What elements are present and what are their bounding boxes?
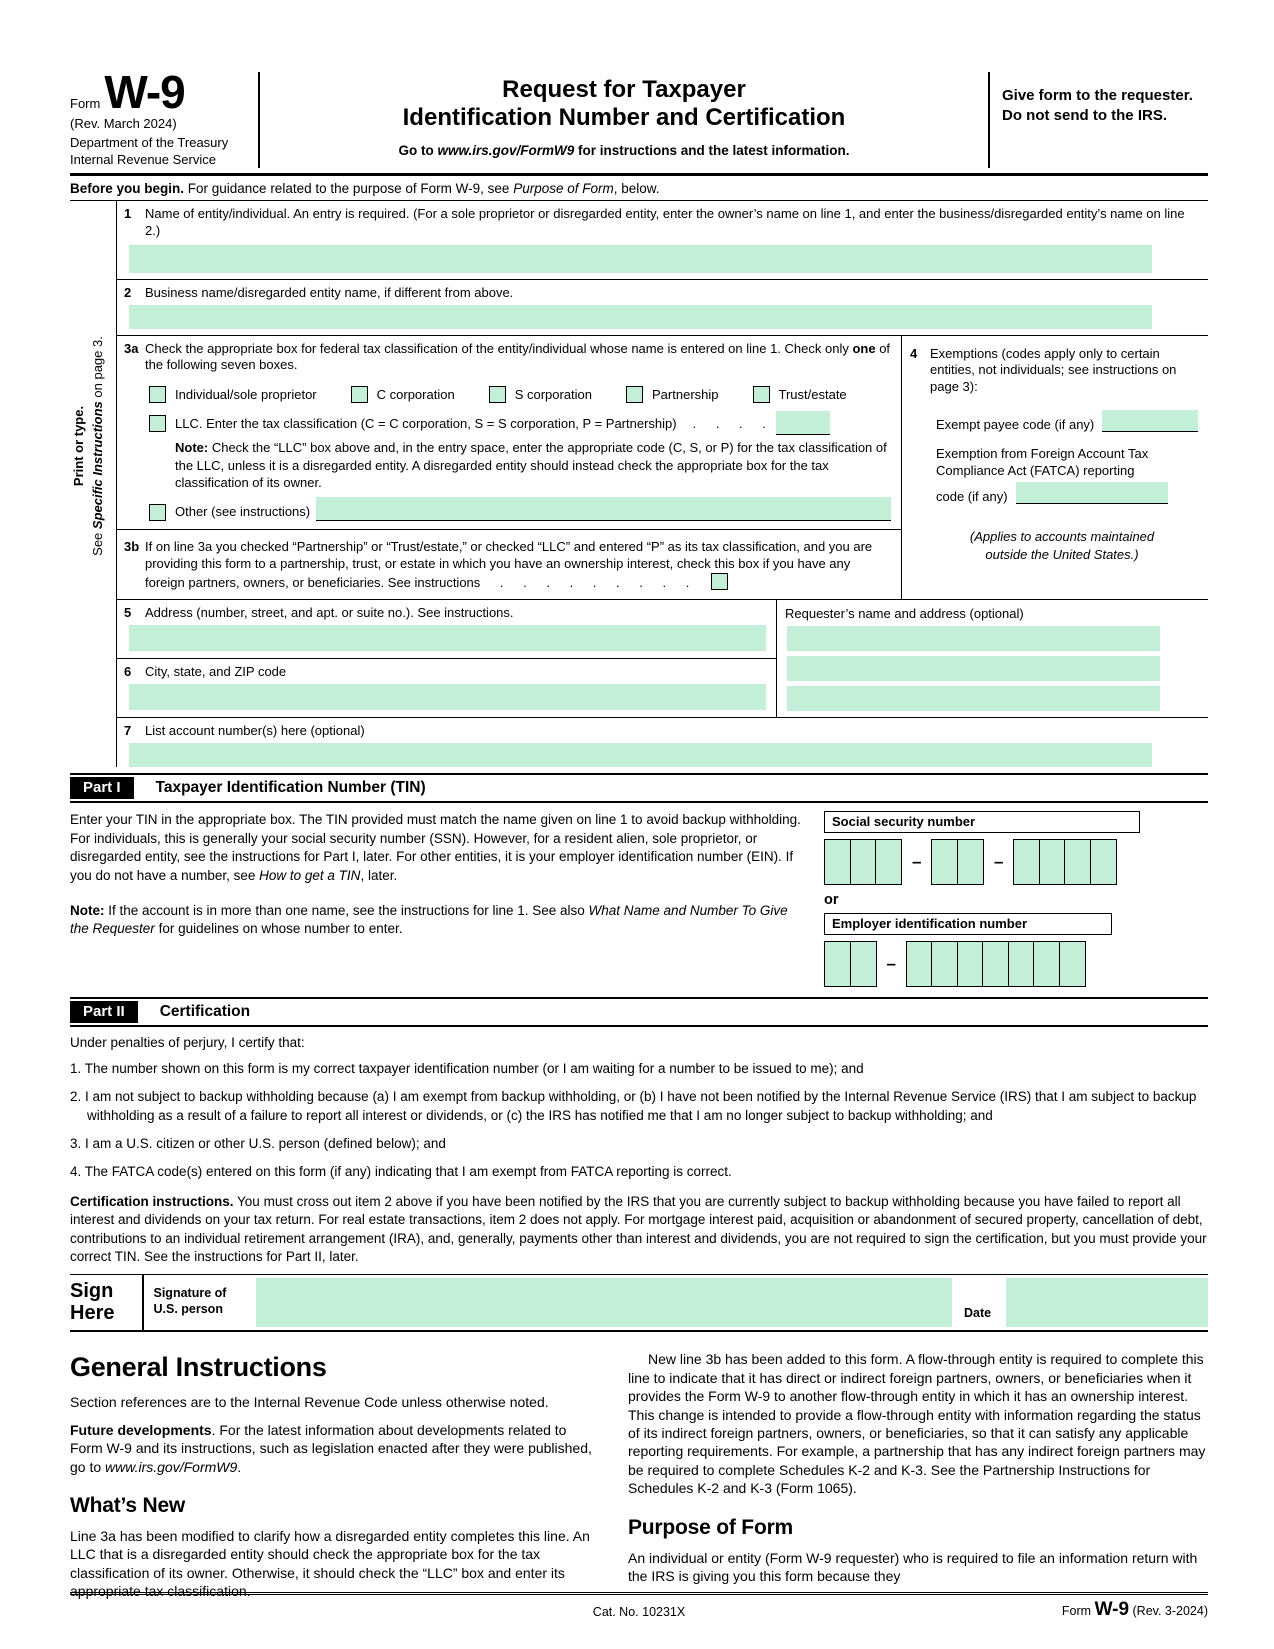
ein-dash: –: [886, 954, 896, 974]
department-line1: Department of the Treasury: [70, 135, 229, 151]
llc-note: [175, 439, 887, 490]
line7-number: 7: [124, 723, 132, 739]
footer-revision: (Rev. 3-2024): [1132, 1604, 1208, 1618]
form-body: [70, 201, 1208, 767]
catalog-number: Cat. No. 10231X: [592, 1605, 686, 1619]
line3b-dot-leader: . . . . . . . . .: [499, 574, 690, 590]
line5-label: Address (number, street, and apt. or suite no.). See instructions.: [145, 605, 514, 621]
line2-row: [117, 279, 1208, 329]
checkbox-trust-estate[interactable]: [753, 386, 770, 403]
ssn-group-1: [826, 839, 903, 885]
input-requester-line3[interactable]: [787, 686, 1160, 711]
footer-form-id: [1062, 1599, 1208, 1621]
part1-p1b: , later.: [360, 868, 398, 884]
goto-post: for instructions and the latest information.: [574, 143, 850, 159]
future-developments-t1: . For the latest information about developments related to Form W-9 and its instructions, such as legislation enacted after they were published, go to: [70, 1421, 592, 1475]
checkbox-item-s-corp: [489, 386, 592, 403]
whats-new-paragraph: Line 3a has been modified to clarify how a disregarded entity completes this line. An LLC that is a disregarded entity should check the appropriate box for the tax classification of its owner. Otherwise, it should check the “LLC” box and enter its appropriate tax classification.: [70, 1528, 590, 1600]
form-header: [70, 66, 1208, 176]
instructions-right-column: [628, 1348, 1208, 1601]
part1-p1a: Enter your TIN in the appropriate box. The TIN provided must match the name given on line 1 to avoid backup withholding. For individuals, this is generally your social security number (SSN). However, for a resident alien, sole proprietor, or disregarded entity, see the instructions for Part I, later. For other entities, it is your employer identification number (EIN). If you do not have a number, see: [70, 812, 801, 884]
general-instructions-heading: General Instructions: [70, 1352, 327, 1383]
before-you-begin: [70, 176, 1208, 201]
line1-row: [117, 201, 1208, 273]
ssn-cell[interactable]: [850, 839, 877, 885]
ssn-cell[interactable]: [875, 839, 902, 885]
line1-number: 1: [124, 205, 132, 221]
line6-number: 6: [124, 664, 132, 680]
line6-label: City, state, and ZIP code: [145, 664, 287, 680]
address-column: [117, 600, 777, 717]
signature-of-line1: Signature of: [153, 1286, 227, 1301]
line3b-label: [143, 534, 891, 592]
line3b-section: [117, 529, 901, 600]
ein-cell[interactable]: [931, 941, 958, 987]
ein-cell[interactable]: [850, 941, 877, 987]
line3b-number: 3b: [124, 538, 140, 554]
certification-item-1: 1. The number shown on this form is my correct taxpayer identification number (or I am waiting for a number to be issued to me); and: [70, 1061, 864, 1077]
checkbox-individual-label: Individual/sole proprietor: [175, 387, 317, 403]
line4-column: [902, 336, 1208, 600]
part1-note-t2: for guidelines on whose number to enter.: [154, 921, 403, 937]
before-bold: Before you begin.: [70, 180, 185, 196]
future-developments-url[interactable]: www.irs.gov/FormW9: [105, 1458, 238, 1475]
goto-line: [270, 143, 978, 158]
here-word: Here: [70, 1302, 115, 1325]
part1-note-italic: What Name and Number To Give the Requester: [70, 902, 788, 937]
line5-number: 5: [124, 605, 132, 621]
side-l2c: on page 3.: [89, 336, 105, 402]
instructions-region: [70, 1348, 1208, 1601]
ein-cell[interactable]: [1008, 941, 1035, 987]
see-instructions-label: [89, 201, 108, 691]
checkbox-c-corp-label: C corporation: [376, 387, 455, 403]
input-address[interactable]: [129, 625, 766, 651]
checkbox-item-partnership: [626, 386, 718, 403]
line7-label: List account number(s) here (optional): [145, 723, 365, 739]
department-line2: Internal Revenue Service: [70, 151, 216, 167]
checkbox-other[interactable]: [149, 504, 166, 521]
checkbox-individual[interactable]: [149, 386, 166, 403]
ssn-cell[interactable]: [824, 839, 851, 885]
input-llc-classification-code[interactable]: [776, 411, 830, 435]
checkbox-item-trust-estate: [753, 386, 847, 403]
input-name-line1[interactable]: [129, 245, 1152, 273]
footer-w9: W-9: [1094, 1599, 1130, 1620]
part2-content: [70, 1035, 1208, 1266]
checkbox-trust-estate-label: Trust/estate: [778, 387, 847, 403]
future-developments-paragraph: [70, 1421, 592, 1476]
form-title-block: [260, 72, 988, 168]
form-title-line2: Identification Number and Certification: [402, 103, 846, 131]
line3a-number: 3a: [124, 340, 139, 356]
line5-row: [117, 600, 776, 651]
line2-number: 2: [124, 284, 132, 300]
checkbox-item-individual: [149, 386, 317, 403]
line3a-label: [143, 336, 901, 375]
line3-4-region: [117, 335, 1208, 600]
page-footer: [70, 1592, 1208, 1620]
ssn-cell[interactable]: [1090, 839, 1117, 885]
goto-pre: Go to: [398, 143, 438, 159]
ssn-dash-2: –: [993, 852, 1004, 872]
purpose-of-form-heading: Purpose of Form: [628, 1515, 794, 1539]
line5-6-region: [117, 599, 1208, 717]
input-account-numbers[interactable]: [129, 743, 1152, 767]
line3b-text: If on line 3a you checked “Partnership” or “Trust/estate,” or checked “LLC” and entered “P” as its tax classification, and you are providing this form to a partnership, trust, or estate in which you have an ownership interest, check this box if you have any foreign partners, owners, or beneficiaries. See instructions: [145, 538, 873, 590]
date-label: Date: [964, 1306, 992, 1321]
line1-label: Name of entity/individual. An entry is required. (For a sole proprietor or disregarded entity, enter the owner’s name on line 1, and enter the business/disregarded entity’s name on line 2.): [145, 205, 1185, 238]
cert-instructions-text: You must cross out item 2 above if you have been notified by the IRS that you are currently subject to backup withholding because you have failed to report all interest and dividends on your tax return. For real estate transactions, item 2 does not apply. For mortgage interest paid, acquisition or abandonment of secured property, cancellation of debt, contributions to an individual retirement arrangement (IRA), and, generally, payments other than interest and dividends, you are not required to sign the certification, but you must provide your correct TIN. See the instructions for Part II, later.: [70, 1194, 1207, 1264]
future-developments-t2: .: [237, 1458, 242, 1475]
line6-row: [117, 658, 776, 710]
ssn-cell[interactable]: [1013, 839, 1040, 885]
ein-label: Employer identification number: [824, 913, 1112, 935]
checkbox-partnership[interactable]: [626, 386, 643, 403]
certification-item-2: 2. I am not subject to backup withholding because (a) I am exempt from backup withholding, or (b) I have not been notified by the Internal Revenue Service (IRS) that I am subject to backup withholding as a result of a failure to report all interest or dividends, or (c) the IRS has notified me that I am no longer subject to backup withholding; and: [70, 1089, 1197, 1123]
signature-of-label: [144, 1275, 256, 1330]
fatca-label-line2: code (if any): [936, 489, 1008, 505]
applies-note-line2: outside the United States.): [985, 546, 1139, 562]
input-requester-line1[interactable]: [787, 626, 1160, 651]
print-or-type-label: Print or type.: [71, 405, 86, 486]
part1-note: [70, 902, 808, 939]
line3a-t2: of the following seven boxes.: [145, 340, 891, 373]
ein-cell[interactable]: [1059, 941, 1086, 987]
ein-cell[interactable]: [1033, 941, 1060, 987]
applies-note: [932, 528, 1192, 563]
line3a-t1: Check the appropriate box for federal tax classification of the entity/individual whose name is entered on line 1. Check only: [145, 340, 853, 356]
part1-text-column: [70, 811, 824, 987]
line3-column: [117, 336, 902, 600]
or-label: or: [824, 892, 839, 909]
cert-instructions-bold: Certification instructions.: [70, 1194, 234, 1210]
line4-number: 4: [910, 345, 918, 361]
other-label: Other (see instructions): [175, 503, 311, 519]
line3a-bold-one: one: [852, 340, 876, 356]
part1-note-t1: If the account is in more than one name, see the instructions for line 1. See also: [104, 902, 589, 918]
before-italic: Purpose of Form: [513, 180, 614, 196]
form-title-line1: Request for Taxpayer: [502, 76, 746, 103]
form-id-block: [70, 66, 258, 168]
exempt-payee-row: [936, 410, 1198, 432]
line3a-section: [117, 336, 901, 521]
ein-cell[interactable]: [982, 941, 1009, 987]
part1-bar: [70, 773, 1208, 803]
ssn-label: Social security number: [824, 811, 1140, 833]
certification-instructions: [70, 1193, 1208, 1266]
signature-of-line2: U.S. person: [153, 1302, 223, 1317]
instructions-left-column: [70, 1348, 592, 1601]
llc-row: [149, 411, 887, 435]
ssn-cell[interactable]: [1064, 839, 1091, 885]
llc-note-bold: Note:: [175, 440, 209, 456]
new-line3b-paragraph: New line 3b has been added to this form. A flow-through entity is required to complete this line to indicate that it has direct or indirect foreign partners, owners, or beneficiaries when it provides the Form W-9 to another flow-through entity in which it has an ownership interest. This change is intended to provide a flow-through entity with information regarding the status of its indirect foreign partners, owners, or beneficiaries, so that it can satisfy any applicable reporting requirements. For example, a partnership that has any indirect foreign partners may be required to complete Schedules K-2 and K-3. See the Partnership Instructions for Schedules K-2 and K-3 (Form 1065).: [628, 1351, 1206, 1497]
before-t2: , below.: [613, 180, 660, 196]
input-fatca-code[interactable]: [1016, 482, 1168, 504]
ein-boxes: [824, 941, 1208, 987]
llc-note-text: Check the “LLC” box above and, in the entry space, enter the appropriate code (C, S, or P) for the tax classification of the LLC, unless it is a disregarded entity. A disregarded entity should instead check the appropriate box for the tax classification of its owner.: [175, 440, 887, 490]
line7-row: [117, 717, 1208, 767]
sign-here-label: [70, 1275, 142, 1330]
part1-paragraph: [70, 811, 808, 886]
whats-new-heading: What’s New: [70, 1494, 186, 1517]
certification-intro: Under penalties of perjury, I certify that:: [70, 1035, 305, 1051]
ssn-cell[interactable]: [957, 839, 984, 885]
line4-label: Exemptions (codes apply only to certain entities, not individuals; see instructions on page 3):: [930, 345, 1177, 395]
certification-item-4: 4. The FATCA code(s) entered on this form (if any) indicating that I am exempt from FATCA reporting is correct.: [70, 1164, 732, 1180]
part1-p1-italic: How to get a TIN: [259, 868, 361, 884]
ssn-dash-1: –: [912, 852, 922, 872]
part1-note-bold: Note:: [70, 902, 105, 918]
part2-bar: [70, 997, 1208, 1027]
input-date[interactable]: [1006, 1278, 1208, 1327]
checkbox-s-corporation[interactable]: [489, 386, 506, 403]
part1-tag: Part I: [70, 777, 134, 799]
future-developments-bold: Future developments: [70, 1421, 212, 1438]
ein-group-1: [826, 941, 877, 987]
ein-group-2: [907, 941, 1086, 987]
input-requester-line2[interactable]: [787, 656, 1160, 681]
other-row: [149, 497, 891, 521]
purpose-of-form-paragraph: An individual or entity (Form W-9 requester) who is required to file an information return with the IRS is giving you this form because they: [628, 1549, 1198, 1585]
section-references-paragraph: Section references are to the Internal Revenue Code unless otherwise noted.: [70, 1394, 549, 1411]
ssn-cell[interactable]: [931, 839, 958, 885]
line2-label: Business name/disregarded entity name, if different from above.: [145, 284, 514, 300]
form-word: Form: [70, 96, 101, 111]
certification-item-3: 3. I am a U.S. citizen or other U.S. person (defined below); and: [70, 1135, 446, 1151]
part1-title: Taxpayer Identification Number (TIN): [155, 779, 426, 797]
checkbox-s-corp-label: S corporation: [514, 387, 593, 403]
input-city-state-zip[interactable]: [129, 684, 766, 710]
part1-content: [70, 803, 1208, 987]
checkbox-partnership-label: Partnership: [652, 387, 719, 403]
input-business-name-line2[interactable]: [129, 305, 1152, 329]
ssn-group-3: [1015, 839, 1117, 885]
input-signature[interactable]: [256, 1278, 953, 1327]
fatca-label-line1: Exemption from Foreign Account Tax Compliance Act (FATCA) reporting: [936, 446, 1149, 479]
fatca-code-row: [936, 482, 1198, 504]
side-l2a: See: [89, 528, 105, 556]
tax-classification-checkboxes: [149, 386, 893, 403]
part2-tag: Part II: [70, 1001, 138, 1023]
footer-form-word: Form: [1061, 1604, 1092, 1618]
ssn-group-2: [933, 839, 984, 885]
before-t1: For guidance related to the purpose of Form W-9, see: [184, 180, 514, 196]
goto-url[interactable]: www.irs.gov/FormW9: [437, 143, 575, 159]
print-or-type-sidebar: [70, 201, 116, 691]
checkbox-llc[interactable]: [149, 415, 166, 432]
checkbox-c-corporation[interactable]: [351, 386, 368, 403]
signature-region: [70, 1274, 1208, 1332]
tin-boxes-column: [824, 811, 1208, 987]
requester-column: [777, 600, 1208, 717]
input-exempt-payee-code[interactable]: [1102, 410, 1198, 432]
ein-cell[interactable]: [906, 941, 933, 987]
applies-note-line1: (Applies to accounts maintained: [969, 529, 1155, 545]
checkbox-foreign-partners[interactable]: [711, 573, 728, 590]
form-revision: (Rev. March 2024): [70, 116, 177, 132]
give-form-note: Give form to the requester. Do not send to the IRS.: [1002, 87, 1193, 124]
llc-dot-leader: . . . .: [692, 415, 766, 431]
requester-label: Requester’s name and address (optional): [785, 606, 1024, 622]
ein-cell[interactable]: [824, 941, 851, 987]
sign-word: Sign: [70, 1280, 114, 1303]
ein-cell[interactable]: [957, 941, 984, 987]
part2-title: Certification: [159, 1003, 251, 1021]
input-other-classification[interactable]: [316, 497, 891, 521]
side-l2b: Specific Instructions: [89, 401, 105, 529]
checkbox-item-c-corp: [351, 386, 455, 403]
ssn-cell[interactable]: [1039, 839, 1066, 885]
ssn-boxes: [824, 839, 1208, 885]
exempt-payee-label: Exempt payee code (if any): [936, 417, 1095, 433]
llc-label: LLC. Enter the tax classification (C = C corporation, S = S corporation, P = Partnership): [175, 415, 677, 431]
form-number: W-9: [104, 66, 185, 118]
